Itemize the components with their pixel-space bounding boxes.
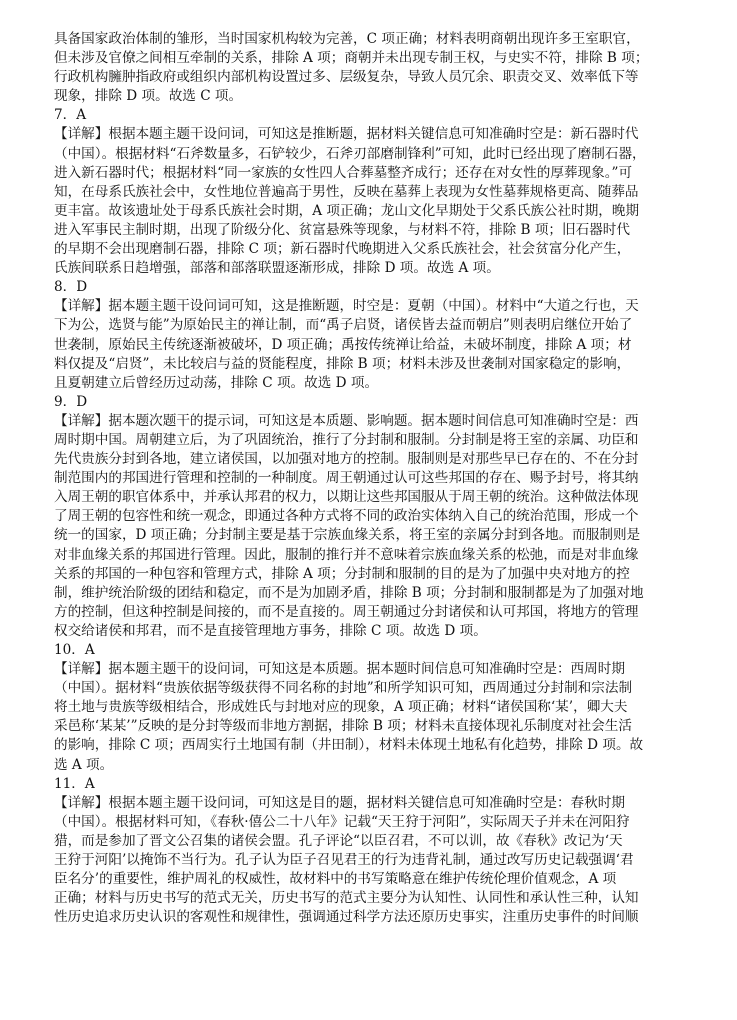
text-line: 关系的邦国的一种包容和管理方式，排除 A 项；分封制和服制的目的是为了加强中央对地方的控 (54, 565, 630, 582)
text-line: 知，在母系氏族社会中，女性地位普遍高于男性，反映在墓葬上表现为女性墓葬规格更高、随葬品 (54, 183, 639, 200)
text-line: 【详解】据本题主题干的设问词，可知这是本质题。据本题时间信息可知准确时空是：西周时期 (54, 661, 625, 678)
text-line: 统一的国家，D 项正确；分封制主要是基于宗族血缘关系，将王室的亲属分封到各地。而服制则是 (54, 527, 641, 544)
text-line: 世袭制，原始民主传统逐渐被破坏，D 项正确；禹按传统禅让给益，未破坏制度，排除 A 项；材 (54, 336, 632, 353)
text-line: 且夏朝建立后曾经历过动荡，排除 C 项。故选 D 项。 (54, 374, 379, 391)
text-line: 正确；材料与历史书写的范式无关，历史书写的范式主要分为认知性、认同性和承认性三种，认知 (54, 890, 639, 907)
text-line: 先代贵族分封到各地，建立诸侯国，以加强对地方的控制。服制则是对那些早已存在的、不在分封 (54, 451, 639, 468)
text-line: （中国）。据材料“贵族依据等级获得不同名称的封地”和所学知识可知，西周通过分封制和宗法制 (54, 680, 633, 697)
text-line: 但未涉及官僚之间相互牵制的关系，排除 A 项；商朝并未出现专制王权，与史实不符，排除 B 项； (54, 50, 649, 67)
text-line: 权交给诸侯和邦君，而不是直接管理地方事务，排除 C 项。故选 D 项。 (54, 622, 487, 639)
text-line: 【详解】据本题主题干设问词可知，这是推断题，时空是：夏朝（中国）。材料中“大道之行也，天 (54, 298, 639, 315)
text-line: 9．D (54, 393, 88, 410)
text-line: （中国）。根据材料“石斧数量多，石铲较少，石斧刃部磨制锋利”可知，此时已经出现了磨制石器， (54, 145, 646, 162)
text-line: 制，维护统治阶级的团结和稳定，而不是为加剧矛盾，排除 B 项；分封制和服制都是为了加强对地 (54, 584, 644, 601)
text-line: 制范围内的邦国进行管理和控制的一种制度。周王朝通过认可这些邦国的存在、赐予封号，将其纳 (54, 470, 639, 487)
text-line: 的影响，排除 C 项；西周实行土地国有制（井田制），材料未体现土地私有化趋势，排除 D 项。故 (54, 737, 644, 754)
text-line: 对非血缘关系的邦国进行管理。因此，服制的推行并不意味着宗族血缘关系的松弛，而是对非血缘 (54, 546, 639, 563)
text-line: 现象，排除 D 项。故选 C 项。 (54, 88, 243, 105)
text-line: （中国）。根据材料可知，《春秋·僖公二十八年》记载“天王狩于河阳”，实际周天子并未在河阳狩 (54, 813, 630, 830)
text-line: 将土地与贵族等级相结合，形成姓氏与封地对应的现象，A 项正确；材料“诸侯国称‘某’，卿大夫 (54, 699, 628, 716)
text-line: 进入军事民主制时期，出现了阶级分化、贫富悬殊等现象，与材料不符，排除 B 项；旧石器时代 (54, 221, 630, 238)
text-line: 【详解】根据本题主题干设问词，可知这是目的题，据材料关键信息可知准确时空是：春秋时期 (54, 794, 625, 811)
text-line: 入周王朝的职官体系中，并承认邦君的权力，以期让这些邦国服从于周王朝的统治。这种做法体现 (54, 489, 639, 506)
text-line: 了周王朝的包容性和统一观念，即通过各种方式将不同的政治实体纳入自己的统治范围，形成一个 (54, 508, 639, 525)
text-line: 猎，而是参加了晋文公召集的诸侯会盟。孔子评论“以臣召君，不可以训，故《春秋》改记为‘天 (54, 832, 623, 849)
text-line: 王狩于河阳’以掩饰不当行为。孔子认为臣子召见君王的行为违背礼制，通过改写历史记载强调‘君 (54, 852, 634, 869)
text-line: 【详解】根据本题主题干设问词，可知这是推断题，据材料关键信息可知准确时空是：新石器时代 (54, 126, 639, 143)
text-line: 方的控制，但这种控制是间接的，而不是直接的。周王朝通过分封诸侯和认可邦国，将地方的管理 (54, 603, 639, 620)
text-line: 周时期中国。周朝建立后，为了巩固统治，推行了分封制和服制。分封制是将王室的亲属、功臣和 (54, 431, 639, 448)
text-line: 8．D (54, 279, 88, 296)
text-line: 进入新石器时代；根据材料“同一家族的女性四人合葬墓整齐成行；还存在对女性的厚葬现象。”可 (54, 164, 633, 181)
text-line: 11．A (54, 775, 95, 792)
text-line: 10．A (54, 642, 95, 658)
text-line: 更丰富。故该遗址处于母系氏族社会时期，A 项正确；龙山文化早期处于父系氏族公社时期，晚期 (54, 202, 640, 219)
text-line: 7．A (54, 107, 87, 124)
text-line: 料仅提及“启贤”，未比较启与益的贤能程度，排除 B 项；材料未涉及世袭制对国家稳定的影响， (54, 355, 631, 372)
text-line: 具备国家政治体制的雏形，当时国家机构较为完善，C 项正确；材料表明商朝出现许多王室职官， (54, 31, 640, 47)
text-line: 行政机构臃肿指政府或组织内部机构设置过多、层级复杂，导致人员冗余、职责交叉、效率低下等 (54, 69, 639, 86)
text-line: 臣名分’的重要性，维护周礼的权威性，故材料中的书写策略意在维护传统伦理价值观念，A 项 (54, 871, 617, 888)
text-line: 氏族间联系日趋增强，部落和部落联盟逐渐形成，排除 D 项。故选 A 项。 (54, 260, 500, 277)
text-line: 的早期不会出现磨制石器，排除 C 项；新石器时代晚期进入父系氏族社会，社会贫富分化产生， (54, 241, 631, 258)
text-line: 采邑称‘某某’”反映的是分封等级而非地方割据，排除 B 项；材料未直接体现礼乐制度对社会生活 (54, 718, 632, 735)
text-line: 下为公，选贤与能”为原始民主的禅让制，而“禹子启贤，诸侯皆去益而朝启”则表明启继位开始了 (54, 317, 633, 334)
text-line: 性历史追求历史认识的客观性和规律性，强调通过科学方法还原历史事实，注重历史事件的时间顺 (54, 909, 639, 926)
text-line: 选 A 项。 (54, 756, 114, 773)
text-line: 【详解】据本题次题干的提示词，可知这是本质题、影响题。据本题时间信息可知准确时空是：西 (54, 412, 639, 429)
